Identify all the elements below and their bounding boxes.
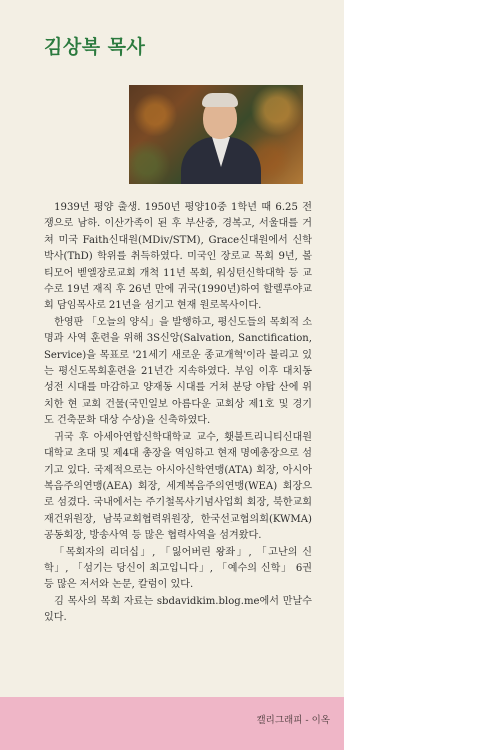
author-bio xyxy=(44,200,312,627)
bio-paragraph: 「목회자의 리더십」, 「잃어버린 왕좌」, 「고난의 신학」, 「섬기는 당신이 최고입니다」, 「예수의 신학」 6권 등 많은 저서와 논문, 칼럼이 있다. xyxy=(44,546,312,591)
author-name: 김상복 목사 xyxy=(44,36,146,58)
author-photo xyxy=(129,85,303,184)
calligraphy-credit: 캘리그래피 - 이옥 xyxy=(256,715,330,726)
bio-paragraph: 김 목사의 목회 자료는 sbdavidkim.blog.me에서 만날수 있다. xyxy=(44,595,312,624)
bio-paragraph: 귀국 후 아세아연합신학대학교 교수, 횃불트리니티신대원 대학교 초대 및 제4대 총장을 역임하고 현재 명예총장으로 섬기고 있다. 국제적으로는 아시아신학연맹(ATA) 회장, 아시아복음주의연맹(AEA) 회장, 세계복음주의연맹(WEA) 회장으로 섬겼다. 국내에서는 주기철목사기념사업회 회장, 북한교회재건위원장, 남북교회협력위원장, 한국선교협의회(KWMA) 공동회장, 방송사역 등 많은 협력사역을 섬겨왔다. xyxy=(44,431,312,542)
page-margin xyxy=(344,0,500,750)
bio-paragraph: 1939년 평양 출생. 1950년 평양10중 1학년 때 6.25 전쟁으로 남하. 이산가족이 된 후 부산중, 경복고, 서울대를 거쳐 미국 Faith신대원(MDiv/STM), Grace신대원에서 신학박사(ThD) 학위를 취득하였다. 미국인 장로교 목회 9년, 볼티모어 벧엘장로교회 개척 11년 목회, 워싱턴신학대학 등 교수로 19년 재직 후 26년 만에 귀국(1990년)하여 할렐루야교회 담임목사로 21년을 섬기고 현재 원로목사이다. xyxy=(44,202,312,312)
bio-paragraph: 한영판 「오늘의 양식」을 발행하고, 평신도들의 목회적 소명과 사역 훈련을 위해 3S신앙(Salvation, Sanctification, Service)을 목표로 '21세기 새로운 종교개혁'이라 불리고 있는 평신도목회훈련을 21년간 지속하였다. 부임 이후 대치동 성전 시대를 마감하고 양재동 시대를 거쳐 분당 야탑 산에 위치한 현 교회 건물(국민일보 아름다운 교회상 제1호 및 경기도 건축문화 대상 수상)을 신축하였다. xyxy=(44,316,312,427)
footer-band xyxy=(0,697,344,750)
